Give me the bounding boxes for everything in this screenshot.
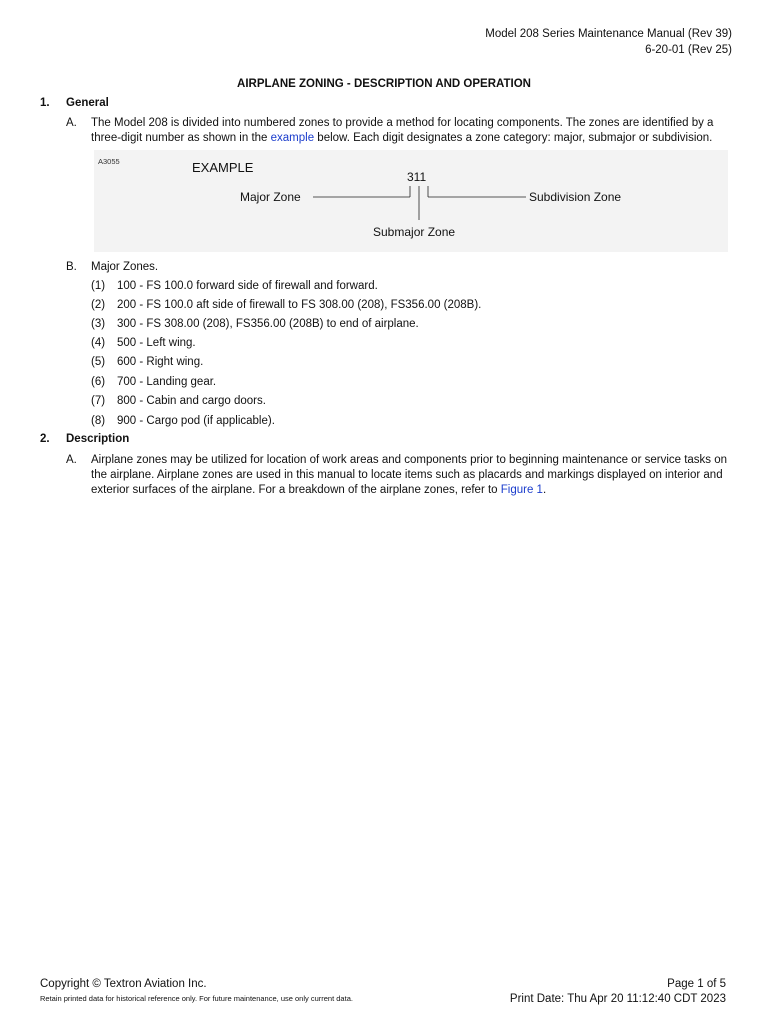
list-item-number: (7) (91, 395, 106, 407)
header-section-ref: 6-20-01 (Rev 25) (645, 44, 732, 56)
item-2a-text-before: Airplane zones may be utilized for location of work areas and components prior to beginning maintenance or service tasks on the airplane. Airplane zones are used in this manual to locate items such as placards and markings displayed on interior and exterior surfaces of the airplane. For a breakdown of the airplane zones, refer to (91, 454, 728, 496)
subdivision-zone-label: Subdivision Zone (529, 190, 622, 204)
list-item: 200 - FS 100.0 aft side of firewall to FS 308.00 (208), FS356.00 (208B). (117, 299, 482, 311)
list-item: 800 - Cabin and cargo doors. (117, 395, 266, 407)
section-1-heading: General (66, 97, 109, 109)
footer-print-date: Print Date: Thu Apr 20 11:12:40 CDT 2023 (509, 993, 726, 1005)
list-item: 500 - Left wing. (117, 337, 196, 349)
item-1a-letter: A. (66, 117, 77, 129)
figure-heading: EXAMPLE (192, 160, 254, 175)
zone-diagram (94, 150, 728, 252)
item-1a-text-before: The Model 208 is divided into numbered zones to provide a method for locating components. The zones are identified by a three-digit number as shown in the (91, 117, 714, 144)
figure-1-link[interactable]: Figure 1 (500, 483, 543, 496)
list-item: 700 - Landing gear. (117, 376, 217, 388)
major-zone-label: Major Zone (240, 190, 301, 204)
header-manual-title: Model 208 Series Maintenance Manual (Rev 39) (485, 28, 732, 40)
list-item-number: (5) (91, 356, 106, 368)
list-item: 600 - Right wing. (117, 356, 204, 368)
footer-page-number: Page 1 of 5 (667, 978, 726, 990)
list-item-number: (6) (91, 376, 106, 388)
footer-notice: Retain printed data for historical reference only. For future maintenance, use only current data. (40, 994, 353, 1003)
list-item-number: (1) (91, 280, 106, 292)
section-1-number: 1. (40, 97, 50, 109)
section-2-number: 2. (40, 433, 50, 445)
item-2a-paragraph (91, 453, 731, 498)
section-2-heading: Description (66, 433, 130, 445)
item-1a-paragraph (91, 116, 731, 146)
figure-id: A3055 (98, 157, 120, 166)
example-link[interactable]: example (270, 131, 315, 144)
footer-copyright: Copyright © Textron Aviation Inc. (40, 978, 207, 990)
list-item-number: (8) (91, 415, 106, 427)
submajor-zone-label: Submajor Zone (373, 225, 456, 239)
item-1b-text: Major Zones. (91, 261, 159, 273)
list-item: 900 - Cargo pod (if applicable). (117, 415, 275, 427)
zone-number: 311 (407, 170, 427, 184)
list-item: 100 - FS 100.0 forward side of firewall and forward. (117, 280, 378, 292)
item-2a-text-after: . (542, 483, 547, 496)
list-item-number: (2) (91, 299, 106, 311)
list-item: 300 - FS 308.00 (208), FS356.00 (208B) to end of airplane. (117, 318, 419, 330)
item-2a-letter: A. (66, 454, 77, 466)
page-title: AIRPLANE ZONING - DESCRIPTION AND OPERATION (237, 78, 531, 90)
list-item-number: (4) (91, 337, 106, 349)
zone-example-figure (94, 150, 728, 252)
list-item-number: (3) (91, 318, 106, 330)
item-1a-text-after: below. Each digit designates a zone category: major, submajor or subdivision. (314, 131, 713, 144)
item-1b-letter: B. (66, 261, 77, 273)
